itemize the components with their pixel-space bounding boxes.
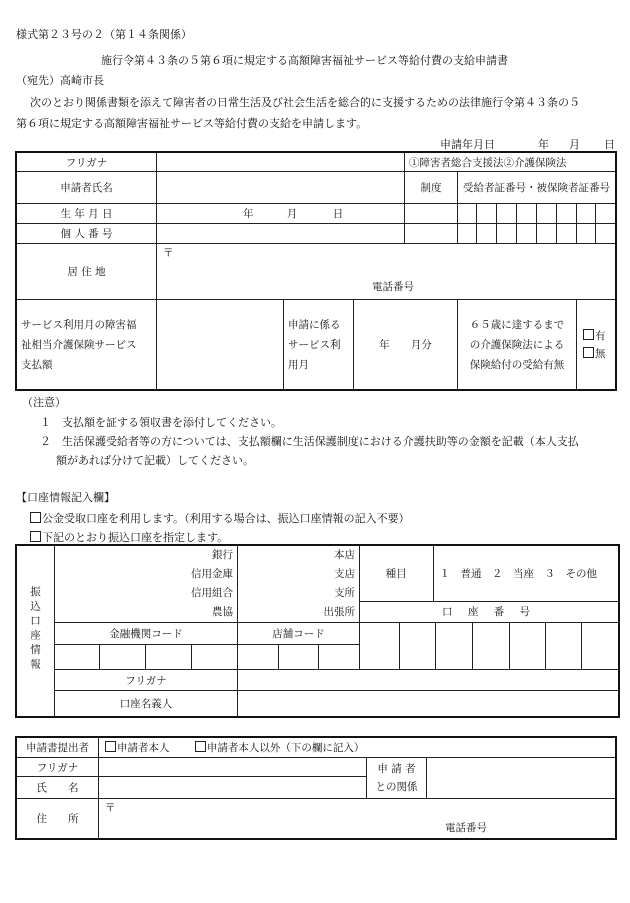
applicant-table [16, 152, 616, 390]
inst-bank: 銀行 [212, 549, 233, 561]
cert-number-label: 受給者証番号・被保険者証番号 [458, 172, 616, 204]
service-month-label-1: 申請に係る [288, 318, 341, 331]
applicant-furigana-label: フリガナ [17, 153, 157, 172]
note-2-line-1: ２ 生活保護受給者等の方については、支払額欄に生活保護制度における介護扶助等の金額を記載（本人支払 [40, 435, 579, 448]
checkbox-yes[interactable] [583, 329, 594, 340]
cert-digit[interactable] [458, 224, 477, 244]
inst-code-digit[interactable] [192, 645, 238, 670]
service-amount-label-2: 祉相当介護保険サービス [21, 338, 137, 351]
service-amount-field[interactable] [157, 300, 284, 390]
inst-kumiai: 信用組合 [191, 587, 233, 599]
care-insurance-label [458, 300, 577, 390]
care-insurance-options [577, 300, 616, 390]
account-digit[interactable] [473, 623, 510, 670]
form-title: 施行令第４３条の５第６項に規定する高額障害福祉サービス等給付費の支給申請書 [101, 54, 508, 67]
institution-type-options[interactable] [55, 546, 238, 623]
cert-digit[interactable] [477, 204, 497, 224]
birth-day: 日 [332, 208, 344, 220]
branch-code-digit[interactable] [319, 645, 360, 670]
care-label-3: 保険給付の受給有無 [469, 358, 565, 371]
bank-side-text: 振込口座情報 [29, 586, 41, 673]
submitter-name-label: 氏 名 [17, 777, 99, 799]
submitter-furigana-label: フリガナ [17, 758, 99, 777]
birth-month: 月 [286, 208, 298, 220]
system-label: 制度 [405, 172, 458, 204]
bank-side-label [17, 546, 55, 717]
branch-code-digit[interactable] [279, 645, 319, 670]
option-public-label: 公金受取口座を利用します。（利用する場合は、振込口座情報の記入不要） [42, 512, 410, 525]
addressee: （宛先）高崎市長 [16, 74, 104, 87]
cert-digit[interactable] [497, 224, 517, 244]
br-sub: 支所 [334, 587, 356, 599]
inst-code-digit[interactable] [100, 645, 146, 670]
relation-label-2: との関係 [375, 781, 418, 793]
account-digit[interactable] [400, 623, 436, 670]
branch-code-digit[interactable] [238, 645, 279, 670]
option-no-label: 無 [595, 347, 606, 360]
birth-date-field[interactable] [157, 204, 405, 224]
submitter-table [16, 737, 616, 839]
account-digit[interactable] [436, 623, 473, 670]
holder-name-label: 口座名義人 [55, 691, 238, 717]
care-label-1: ６５歳に達するまで [469, 318, 565, 331]
service-month-month: 月分 [410, 339, 432, 351]
holder-furigana-label: フリガナ [55, 670, 238, 691]
type-and-number-cell [360, 546, 619, 623]
option-yes[interactable] [583, 327, 615, 345]
option-designated-label: 下記のとおり振込口座を指定します。 [42, 531, 229, 544]
option-self-label: 申請者本人 [117, 742, 170, 754]
branch-code-label: 店舗コード [238, 623, 360, 645]
intro-line-1: 次のとおり関係書類を添えて障害者の日常生活及び社会生活を総合的に支援するための法律施行令第４３条の５ [30, 96, 580, 109]
holder-name-field[interactable] [238, 691, 619, 717]
inst-nokyo: 農協 [212, 606, 233, 618]
submitter-name-field[interactable] [99, 777, 367, 799]
cert-digit[interactable] [557, 224, 577, 244]
checkbox-designated-account[interactable] [30, 531, 41, 542]
submitter-postal-mark: 〒 [105, 802, 116, 814]
submitter-options [99, 738, 616, 758]
relation-field[interactable] [427, 758, 616, 799]
note-1: １ 支払額を証する領収書を添付してください。 [40, 416, 282, 429]
personal-number-label: 個 人 番 号 [17, 224, 157, 244]
date-year: 年 [538, 138, 549, 151]
note-2-line-2: 額があれば分けて記載）してください。 [56, 454, 254, 467]
birth-date-label: 生 年 月 日 [17, 204, 157, 224]
submitter-furigana-field[interactable] [99, 758, 367, 777]
checkbox-other[interactable] [195, 741, 206, 752]
system-field[interactable] [405, 204, 458, 224]
cert-digit[interactable] [537, 204, 557, 224]
phone-label: 電話番号 [372, 281, 414, 293]
cert-digit[interactable] [517, 204, 537, 224]
law-selection[interactable]: ①障害者総合支援法②介護保険法 [405, 153, 616, 172]
service-amount-label [17, 300, 157, 390]
checkbox-no[interactable] [583, 347, 594, 358]
service-month-field[interactable] [354, 300, 458, 390]
system-field-2[interactable] [405, 224, 458, 244]
applicant-furigana-field[interactable] [157, 153, 405, 172]
cert-digit[interactable] [577, 204, 596, 224]
cert-digit[interactable] [517, 224, 537, 244]
cert-digit[interactable] [497, 204, 517, 224]
date-day: 日 [604, 138, 615, 151]
holder-furigana-field[interactable] [238, 670, 619, 691]
service-month-year: 年 [379, 339, 390, 351]
bank-table [16, 545, 619, 717]
cert-digit[interactable] [596, 204, 616, 224]
option-self[interactable] [105, 742, 170, 754]
relation-label-1: 申 請 者 [377, 763, 416, 775]
option-yes-label: 有 [595, 329, 606, 342]
option-other-label: 申請者本人以外（下の欄に記入） [206, 742, 365, 754]
address-field[interactable] [157, 244, 616, 300]
account-digit[interactable] [360, 623, 400, 670]
br-main: 本店 [334, 549, 356, 561]
inst-code-digit[interactable] [146, 645, 192, 670]
form-number: 様式第２３号の２（第１４条関係） [16, 28, 192, 41]
postal-mark: 〒 [163, 247, 174, 259]
account-digit[interactable] [582, 623, 619, 670]
address-label: 居 住 地 [17, 244, 157, 300]
service-amount-label-1: サービス利用月の障害福 [21, 318, 137, 331]
personal-number-field[interactable] [157, 224, 405, 244]
cert-digit[interactable] [596, 224, 616, 244]
submitter-label: 申請書提出者 [17, 738, 99, 758]
submitter-address-label: 住 所 [17, 799, 99, 839]
intro-line-2: 第６項に規定する高額障害福祉サービス等給付費の支給を申請します。 [16, 117, 368, 130]
submitter-phone-label: 電話番号 [445, 822, 487, 834]
applicant-name-label: 申請者氏名 [17, 172, 157, 204]
branch-type-options[interactable] [238, 546, 360, 623]
date-label: 申請年月日 [440, 138, 495, 151]
option-no[interactable] [583, 345, 615, 363]
service-month-label-2: サービス利 [288, 338, 341, 351]
option-other[interactable] [195, 742, 365, 754]
br-office: 出張所 [323, 606, 356, 618]
care-label-2: の介護保険法による [469, 338, 565, 351]
birth-year: 年 [243, 208, 254, 220]
service-month-label-3: 用月 [288, 358, 309, 371]
br-branch: 支店 [334, 568, 356, 580]
option-public-account[interactable] [30, 512, 410, 524]
account-digit[interactable] [510, 623, 546, 670]
account-number-label: 口 座 番 号 [442, 605, 537, 618]
cert-digit[interactable] [458, 204, 477, 224]
cert-digit[interactable] [477, 224, 497, 244]
applicant-name-field[interactable] [157, 172, 405, 204]
cert-digit[interactable] [577, 224, 596, 244]
submitter-address-field[interactable] [99, 799, 616, 839]
bank-section-title: 【口座情報記入欄】 [16, 491, 115, 504]
date-month: 月 [569, 138, 580, 151]
inst-code-digit[interactable] [55, 645, 100, 670]
account-type-options[interactable]: １ 普通 ２ 当座 ３ その他 [433, 546, 618, 601]
checkbox-public-account[interactable] [30, 512, 41, 523]
cert-digit[interactable] [557, 204, 577, 224]
notes-heading: （注意） [22, 396, 66, 409]
relation-label [367, 758, 427, 799]
option-designated-account[interactable] [30, 531, 228, 543]
account-digit[interactable] [546, 623, 582, 670]
checkbox-self[interactable] [105, 741, 116, 752]
inst-shinkin: 信用金庫 [191, 568, 233, 580]
service-month-label [284, 300, 354, 390]
cert-digit[interactable] [537, 224, 557, 244]
service-amount-label-3: 支払額 [21, 358, 53, 371]
inst-code-label: 金融機関コード [55, 623, 238, 645]
account-type-label: 種目 [360, 546, 433, 601]
